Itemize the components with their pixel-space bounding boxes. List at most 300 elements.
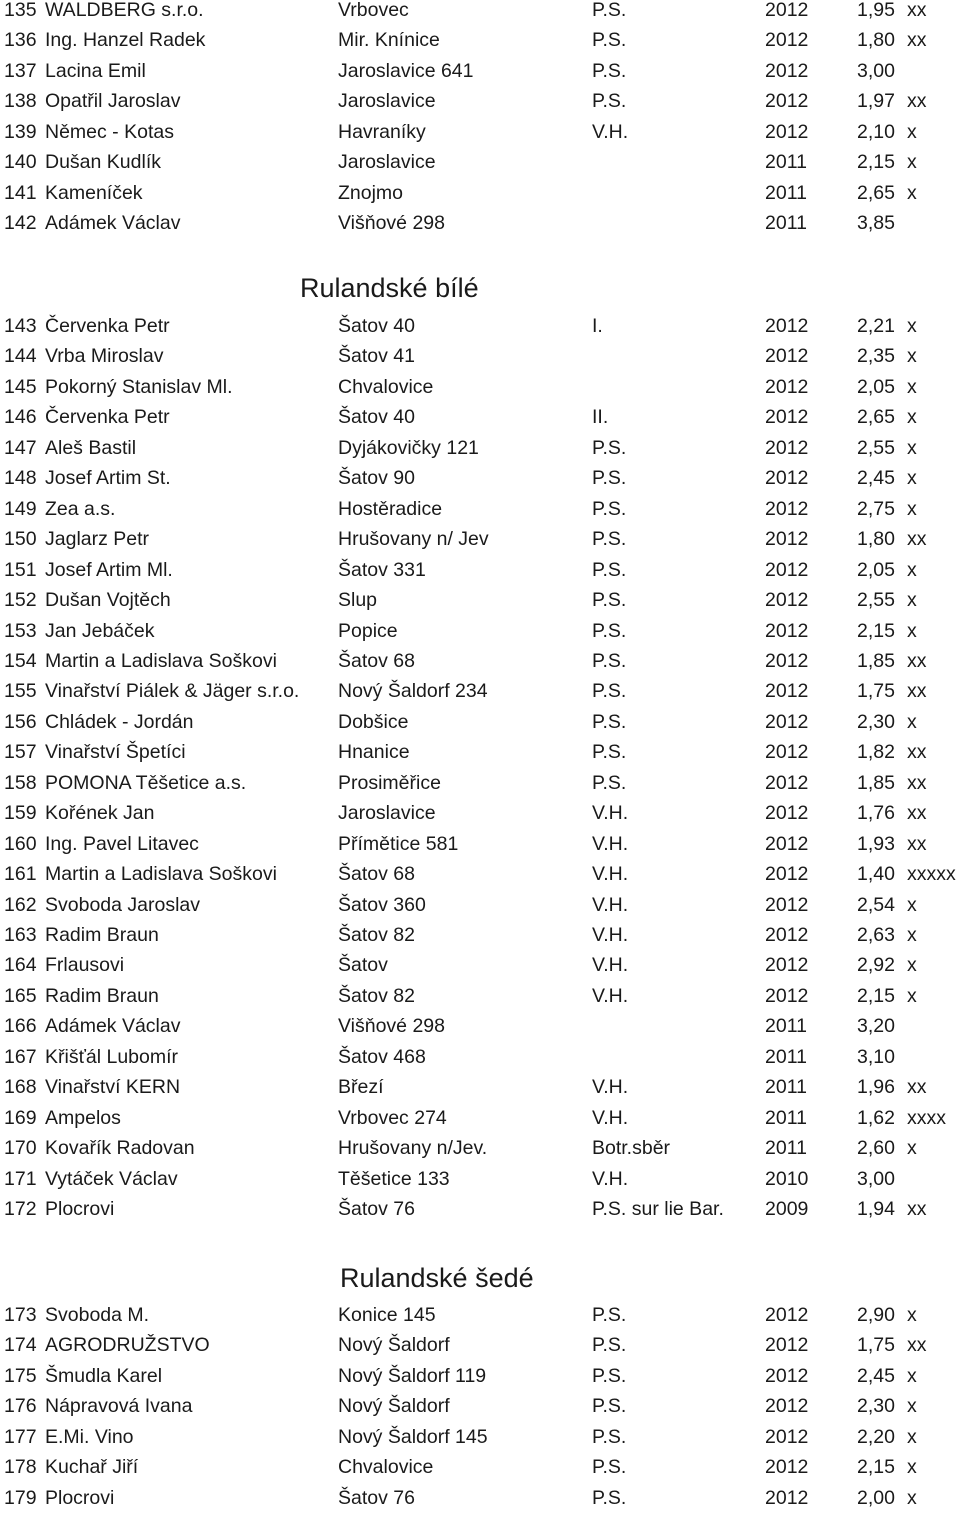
score-value: 3,85 [857, 212, 895, 235]
producer-name: Šmudla Karel [45, 1364, 163, 1387]
producer-location: Šatov 90 [338, 467, 415, 490]
producer-name: Vinařství KERN [45, 1076, 181, 1099]
score-mark: x [907, 984, 917, 1007]
wine-category: V.H. [592, 802, 629, 825]
entry-number: 159 [4, 802, 37, 825]
score-value: 2,15 [857, 619, 895, 642]
score-value: 2,60 [857, 1137, 895, 1160]
vintage-year: 2012 [765, 680, 809, 703]
table-row [0, 1483, 960, 1513]
entry-number: 152 [4, 589, 37, 612]
producer-location: Slup [338, 589, 378, 612]
table-row [0, 1361, 960, 1391]
wine-category: V.H. [592, 120, 629, 143]
score-value: 2,65 [857, 406, 895, 429]
wine-category: P.S. [592, 649, 627, 672]
wine-category: P.S. [592, 1364, 627, 1387]
score-value: 2,21 [857, 315, 895, 337]
table-row [0, 555, 960, 585]
score-value: 2,55 [857, 589, 895, 612]
vintage-year: 2012 [765, 345, 809, 368]
table-row [0, 311, 960, 341]
table-row [0, 768, 960, 798]
vintage-year: 2012 [765, 893, 809, 916]
score-value: 1,97 [857, 90, 895, 113]
score-value: 2,63 [857, 924, 895, 946]
wine-category: V.H. [592, 924, 629, 946]
producer-name: Němec - Kotas [45, 120, 174, 143]
producer-location: Chvalovice [338, 1456, 434, 1479]
producer-location: Hrušovany n/ Jev [338, 528, 489, 551]
producer-location: Šatov 76 [338, 1486, 415, 1509]
score-mark: xx [907, 741, 927, 764]
producer-location: Šatov [338, 954, 388, 977]
producer-location: Šatov 82 [338, 984, 415, 1007]
score-mark: x [907, 436, 917, 459]
vintage-year: 2012 [765, 924, 809, 946]
vintage-year: 2012 [765, 984, 809, 1007]
table-row [0, 585, 960, 615]
producer-name: Vinařství Špetíci [45, 741, 186, 764]
score-value: 3,10 [857, 1045, 895, 1068]
entry-number: 144 [4, 345, 37, 368]
wine-category: P.S. [592, 29, 627, 52]
vintage-year: 2012 [765, 1304, 809, 1326]
producer-location: Nový Šaldorf [338, 1395, 450, 1418]
producer-name: Aleš Bastil [45, 436, 137, 459]
producer-name: Zea a.s. [45, 497, 116, 520]
wine-category: P.S. [592, 1395, 627, 1418]
table-row [0, 86, 960, 116]
score-mark: x [907, 924, 917, 946]
wine-category: II. [592, 406, 609, 429]
score-mark: x [907, 1304, 917, 1326]
vintage-year: 2012 [765, 1364, 809, 1387]
table-row [0, 1391, 960, 1421]
score-value: 1,82 [857, 741, 895, 764]
vintage-year: 2011 [765, 1015, 807, 1038]
wine-category: V.H. [592, 893, 629, 916]
score-value: 1,95 [857, 0, 895, 21]
producer-name: E.Mi. Vino [45, 1425, 134, 1448]
score-mark: x [907, 120, 917, 143]
producer-location: Hrušovany n/Jev. [338, 1137, 488, 1160]
score-mark: xx [907, 680, 927, 703]
score-mark: x [907, 589, 917, 612]
producer-location: Šatov 82 [338, 924, 415, 946]
score-value: 2,35 [857, 345, 895, 368]
producer-name: Červenka Petr [45, 315, 170, 337]
wine-category: P.S. [592, 90, 627, 113]
score-mark: x [907, 558, 917, 581]
wine-category: V.H. [592, 832, 629, 855]
producer-location: Šatov 40 [338, 315, 415, 337]
table-row [0, 1133, 960, 1163]
wine-category: P.S. [592, 589, 627, 612]
producer-location: Šatov 41 [338, 345, 415, 368]
table-row [0, 463, 960, 493]
table-row [0, 56, 960, 86]
score-value: 2,15 [857, 151, 895, 174]
entry-number: 148 [4, 467, 37, 490]
entry-number: 169 [4, 1106, 37, 1129]
producer-location: Havraníky [338, 120, 426, 143]
table-row [0, 402, 960, 432]
table-row [0, 859, 960, 889]
vintage-year: 2012 [765, 29, 809, 52]
score-mark: xx [907, 832, 927, 855]
score-value: 1,75 [857, 680, 895, 703]
entry-number: 165 [4, 984, 37, 1007]
producer-name: Červenka Petr [45, 406, 170, 429]
score-value: 1,76 [857, 802, 895, 825]
score-mark: xx [907, 90, 927, 113]
table-row [0, 798, 960, 828]
vintage-year: 2011 [765, 1106, 807, 1129]
entry-number: 175 [4, 1364, 37, 1387]
wine-category: P.S. [592, 558, 627, 581]
score-value: 2,30 [857, 710, 895, 733]
producer-name: Martin a Ladislava Soškovi [45, 863, 277, 886]
wine-category: P.S. [592, 1334, 627, 1357]
score-value: 1,75 [857, 1334, 895, 1357]
table-row [0, 524, 960, 554]
vintage-year: 2011 [765, 151, 807, 174]
wine-category: P.S. [592, 741, 627, 764]
vintage-year: 2011 [765, 1137, 807, 1160]
score-value: 2,30 [857, 1395, 895, 1418]
wine-category: V.H. [592, 863, 629, 886]
score-value: 1,94 [857, 1198, 895, 1221]
entry-number: 178 [4, 1456, 37, 1479]
producer-name: Dušan Vojtěch [45, 589, 171, 612]
producer-name: Ampelos [45, 1106, 121, 1129]
vintage-year: 2012 [765, 528, 809, 551]
score-value: 1,80 [857, 528, 895, 551]
entry-number: 139 [4, 120, 37, 143]
entry-number: 179 [4, 1486, 37, 1509]
producer-location: Jaroslavice [338, 151, 436, 174]
vintage-year: 2012 [765, 1486, 809, 1509]
entry-number: 143 [4, 315, 37, 337]
table-row [0, 1103, 960, 1133]
producer-location: Nový Šaldorf 234 [338, 680, 488, 703]
entry-number: 160 [4, 832, 37, 855]
producer-location: Hnanice [338, 741, 410, 764]
producer-location: Šatov 68 [338, 863, 415, 886]
table-row [0, 920, 960, 950]
score-value: 2,65 [857, 181, 895, 204]
producer-name: Svoboda M. [45, 1304, 150, 1326]
producer-name: Vinařství Piálek & Jäger s.r.o. [45, 680, 300, 703]
producer-name: POMONA Těšetice a.s. [45, 771, 247, 794]
table-row [0, 178, 960, 208]
score-value: 1,96 [857, 1076, 895, 1099]
entry-number: 138 [4, 90, 37, 113]
producer-location: Jaroslavice [338, 90, 436, 113]
score-value: 2,00 [857, 1486, 895, 1509]
producer-name: Opatřil Jaroslav [45, 90, 181, 113]
producer-name: Josef Artim Ml. [45, 558, 173, 581]
table-row [0, 0, 960, 25]
score-value: 2,54 [857, 893, 895, 916]
vintage-year: 2011 [765, 181, 807, 204]
table-row [0, 117, 960, 147]
producer-location: Dyjákovičky 121 [338, 436, 479, 459]
producer-name: Jaglarz Petr [45, 528, 150, 551]
vintage-year: 2012 [765, 710, 809, 733]
entry-number: 158 [4, 771, 37, 794]
entry-number: 166 [4, 1015, 37, 1038]
producer-location: Vrbovec [338, 0, 409, 21]
vintage-year: 2012 [765, 436, 809, 459]
table-row [0, 372, 960, 402]
producer-location: Jaroslavice 641 [338, 59, 474, 82]
producer-location: Jaroslavice [338, 802, 436, 825]
vintage-year: 2012 [765, 1425, 809, 1448]
score-value: 2,15 [857, 984, 895, 1007]
wine-category: V.H. [592, 984, 629, 1007]
wine-category: P.S. [592, 467, 627, 490]
producer-location: Šatov 468 [338, 1045, 426, 1068]
vintage-year: 2012 [765, 375, 809, 398]
score-value: 3,20 [857, 1015, 895, 1038]
score-mark: x [907, 375, 917, 398]
producer-location: Nový Šaldorf [338, 1334, 450, 1357]
score-value: 2,45 [857, 467, 895, 490]
vintage-year: 2012 [765, 589, 809, 612]
producer-name: Pokorný Stanislav Ml. [45, 375, 233, 398]
vintage-year: 2012 [765, 741, 809, 764]
producer-location: Chvalovice [338, 375, 434, 398]
table-row [0, 147, 960, 177]
producer-name: Lacina Emil [45, 59, 146, 82]
producer-name: Frlausovi [45, 954, 125, 977]
score-mark: x [907, 467, 917, 490]
wine-category: Botr.sběr [592, 1137, 671, 1160]
score-value: 2,92 [857, 954, 895, 977]
table-row [0, 1164, 960, 1194]
vintage-year: 2012 [765, 467, 809, 490]
producer-name: Kameníček [45, 181, 143, 204]
vintage-year: 2012 [765, 1395, 809, 1418]
producer-name: Kovařík Radovan [45, 1137, 195, 1160]
table-row [0, 1072, 960, 1102]
producer-location: Hostěradice [338, 497, 443, 520]
producer-location: Březí [338, 1076, 384, 1099]
score-mark: xx [907, 29, 927, 52]
score-value: 2,05 [857, 558, 895, 581]
score-mark: x [907, 710, 917, 733]
vintage-year: 2012 [765, 59, 809, 82]
producer-location: Šatov 40 [338, 406, 415, 429]
score-value: 2,05 [857, 375, 895, 398]
score-value: 1,62 [857, 1106, 895, 1129]
vintage-year: 2012 [765, 120, 809, 143]
entry-number: 168 [4, 1076, 37, 1099]
entry-number: 157 [4, 741, 37, 764]
entry-number: 161 [4, 863, 37, 886]
table-row [0, 737, 960, 767]
score-mark: x [907, 1425, 917, 1448]
entry-number: 164 [4, 954, 37, 977]
entry-number: 156 [4, 710, 37, 733]
score-value: 3,00 [857, 1167, 895, 1190]
vintage-year: 2011 [765, 212, 807, 235]
score-mark: x [907, 1456, 917, 1479]
wine-category: P.S. [592, 1425, 627, 1448]
table-row [0, 707, 960, 737]
vintage-year: 2012 [765, 90, 809, 113]
entry-number: 140 [4, 151, 37, 174]
producer-location: Nový Šaldorf 145 [338, 1425, 488, 1448]
wine-category: P.S. [592, 1486, 627, 1509]
vintage-year: 2010 [765, 1167, 809, 1190]
entry-number: 142 [4, 212, 37, 235]
vintage-year: 2012 [765, 832, 809, 855]
entry-number: 170 [4, 1137, 37, 1160]
producer-location: Popice [338, 619, 398, 642]
producer-name: Ing. Hanzel Radek [45, 29, 206, 52]
producer-name: Josef Artim St. [45, 467, 171, 490]
wine-category: P.S. [592, 680, 627, 703]
score-mark: x [907, 1137, 917, 1160]
table-row [0, 1011, 960, 1041]
producer-name: Ing. Pavel Litavec [45, 832, 199, 855]
entry-number: 136 [4, 29, 37, 52]
score-mark: x [907, 1486, 917, 1509]
wine-category: P.S. sur lie Bar. [592, 1198, 724, 1221]
vintage-year: 2012 [765, 406, 809, 429]
score-value: 2,15 [857, 1456, 895, 1479]
score-value: 1,40 [857, 863, 895, 886]
entry-number: 141 [4, 181, 37, 204]
entry-number: 171 [4, 1167, 37, 1190]
entry-number: 150 [4, 528, 37, 551]
score-value: 2,20 [857, 1425, 895, 1448]
wine-category: V.H. [592, 954, 629, 977]
score-mark: x [907, 151, 917, 174]
table-row [0, 341, 960, 371]
vintage-year: 2012 [765, 619, 809, 642]
producer-name: Vrba Miroslav [45, 345, 164, 368]
score-value: 1,93 [857, 832, 895, 855]
entry-number: 162 [4, 893, 37, 916]
producer-location: Mir. Knínice [338, 29, 440, 52]
entry-number: 137 [4, 59, 37, 82]
score-mark: x [907, 345, 917, 368]
producer-name: Chládek - Jordán [45, 710, 194, 733]
wine-category: V.H. [592, 1167, 629, 1190]
entry-number: 173 [4, 1304, 37, 1326]
vintage-year: 2012 [765, 802, 809, 825]
producer-location: Višňové 298 [338, 212, 445, 235]
score-mark: xx [907, 0, 927, 21]
producer-location: Šatov 68 [338, 649, 415, 672]
score-mark: x [907, 954, 917, 977]
table-row [0, 829, 960, 859]
entry-number: 153 [4, 619, 37, 642]
producer-name: WALDBERG s.r.o. [45, 0, 204, 21]
vintage-year: 2012 [765, 497, 809, 520]
score-value: 1,85 [857, 771, 895, 794]
table-row [0, 890, 960, 920]
wine-category: P.S. [592, 1456, 627, 1479]
score-mark: xxxxx [907, 863, 956, 886]
score-value: 2,75 [857, 497, 895, 520]
entry-number: 149 [4, 497, 37, 520]
wine-category: P.S. [592, 497, 627, 520]
producer-location: Konice 145 [338, 1304, 436, 1326]
vintage-year: 2011 [765, 1045, 807, 1068]
producer-location: Znojmo [338, 181, 404, 204]
score-mark: x [907, 315, 917, 337]
producer-location: Vrbovec 274 [338, 1106, 447, 1129]
producer-name: Radim Braun [45, 984, 159, 1007]
producer-name: Nápravová Ivana [45, 1395, 193, 1418]
score-value: 2,90 [857, 1304, 895, 1326]
table-row [0, 494, 960, 524]
wine-category: P.S. [592, 528, 627, 551]
entry-number: 177 [4, 1425, 37, 1448]
vintage-year: 2012 [765, 1334, 809, 1357]
section-title: Rulandské šedé [340, 1263, 534, 1293]
wine-category: P.S. [592, 59, 627, 82]
table-row [0, 1300, 960, 1330]
entry-number: 135 [4, 0, 37, 21]
wine-category: P.S. [592, 1304, 627, 1326]
entry-number: 147 [4, 436, 37, 459]
score-mark: xx [907, 771, 927, 794]
table-row [0, 1422, 960, 1452]
wine-category: P.S. [592, 619, 627, 642]
score-mark: x [907, 1364, 917, 1387]
producer-name: Svoboda Jaroslav [45, 893, 201, 916]
section-title: Rulandské bílé [300, 273, 479, 303]
producer-location: Šatov 360 [338, 893, 426, 916]
vintage-year: 2009 [765, 1198, 809, 1221]
entry-number: 176 [4, 1395, 37, 1418]
vintage-year: 2011 [765, 1076, 807, 1099]
score-value: 3,00 [857, 59, 895, 82]
entry-number: 172 [4, 1198, 37, 1221]
entry-number: 167 [4, 1045, 37, 1068]
vintage-year: 2012 [765, 954, 809, 977]
producer-location: Prosiměřice [338, 771, 441, 794]
table-row [0, 1330, 960, 1360]
table-row [0, 616, 960, 646]
score-mark: xx [907, 802, 927, 825]
producer-location: Šatov 331 [338, 558, 426, 581]
vintage-year: 2012 [765, 0, 809, 21]
entry-number: 151 [4, 558, 37, 581]
score-mark: xx [907, 528, 927, 551]
producer-name: Kuchař Jiří [45, 1456, 139, 1479]
producer-location: Přímětice 581 [338, 832, 459, 855]
table-row [0, 950, 960, 980]
vintage-year: 2012 [765, 649, 809, 672]
producer-location: Dobšice [338, 710, 409, 733]
producer-name: Radim Braun [45, 924, 159, 946]
producer-name: Vytáček Václav [45, 1167, 178, 1190]
table-row [0, 646, 960, 676]
score-mark: xx [907, 1334, 927, 1357]
wine-category: V.H. [592, 1106, 629, 1129]
entry-number: 145 [4, 375, 37, 398]
table-row [0, 1042, 960, 1072]
wine-category: P.S. [592, 710, 627, 733]
score-mark: x [907, 619, 917, 642]
